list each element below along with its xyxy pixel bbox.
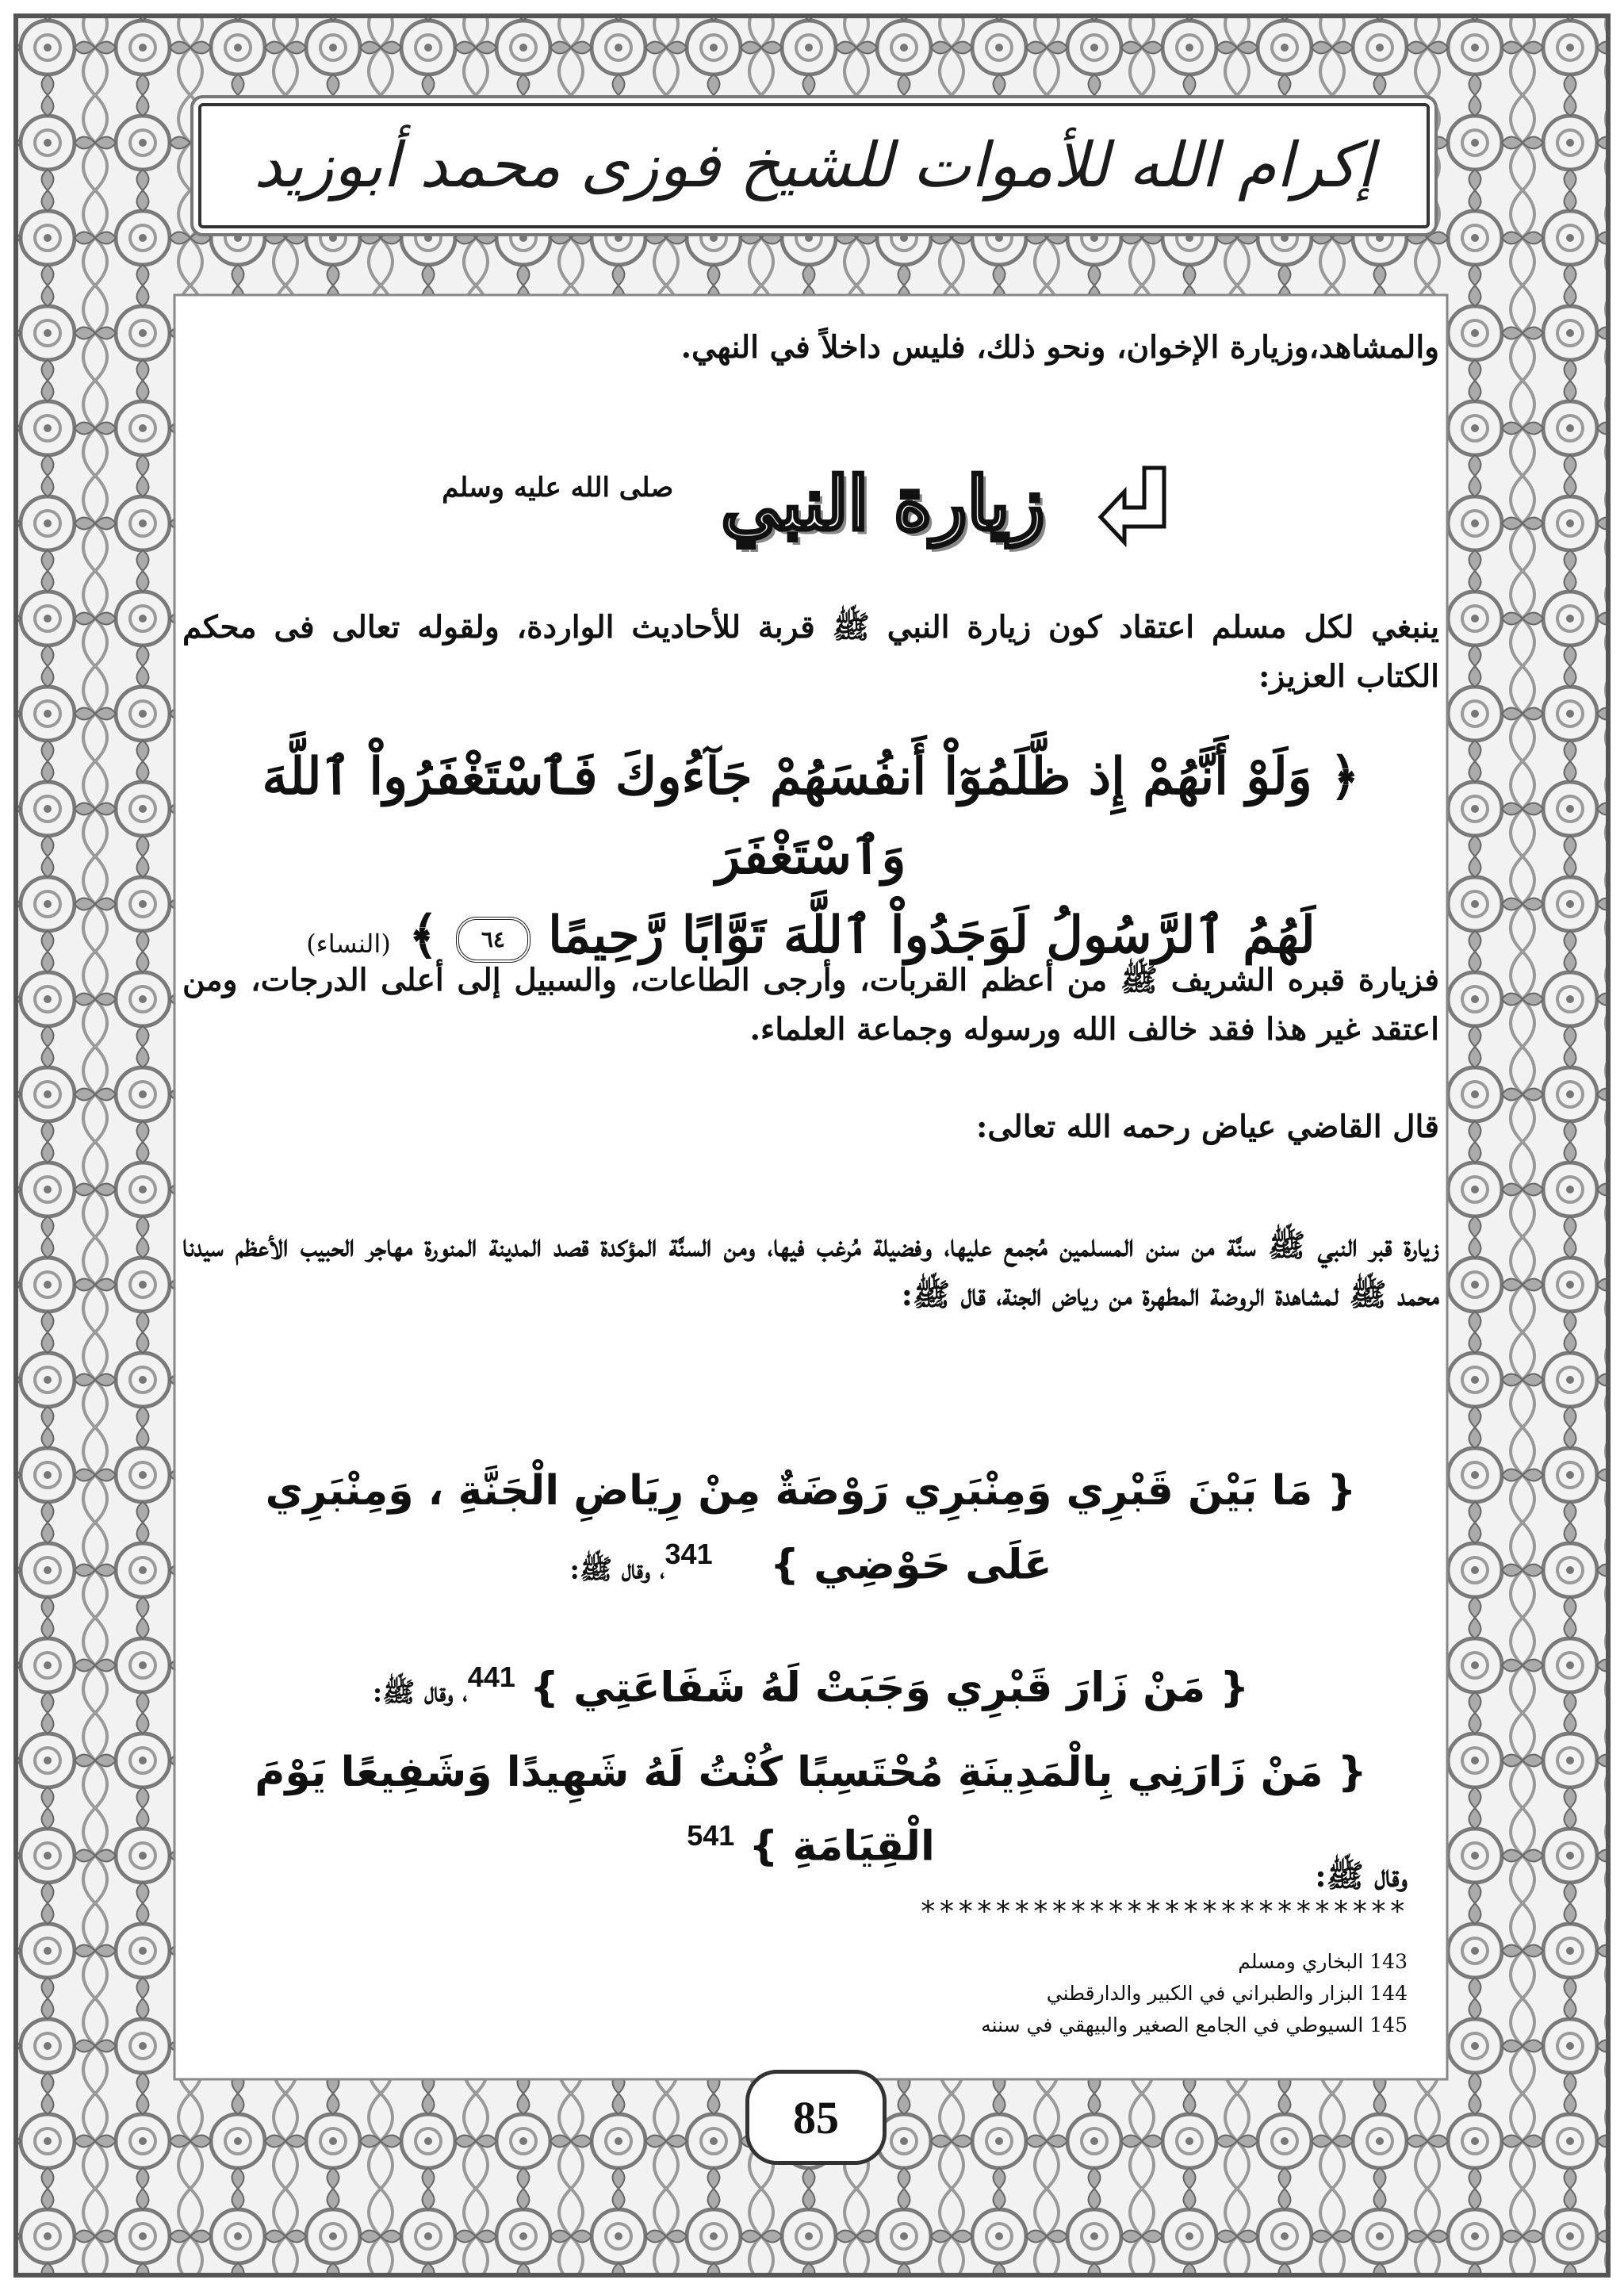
footnote-number: 144: [1369, 1982, 1408, 2005]
paragraph-3: قال القاضي عياض رحمه الله تعالى:: [975, 1109, 1439, 1145]
paragraph-2: فزيارة قبره الشريف ﷺ من أعظم القربات، وأرجى الطاعات، والسبيل إلى أعلى الدرجات، ومن اعتقد غير هذا فقد خالف الله ورسوله وجماعة العلماء.: [182, 962, 1439, 1048]
footnote-separator: **************************: [919, 1895, 1408, 1928]
hadith-1: [182, 1459, 1439, 1601]
paragraph-4: زيارة قبر النبي ﷺ سنَّة من سنن المسلمين مُجمع عليها، وفضيلة مُرغب فيها، ومن السنَّة المؤكدة قصد المدينة المنورة مهاجر الحبيب الأعظم سيدنا محمد ﷺ لمشاهدة الروضة المطهرة من رياض الجنة، قال ﷺ:: [182, 1228, 1439, 1313]
hadith-2-text: { مَنْ زَارَ قَبْرِي وَجَبَتْ لَهُ شَفَاعَتِي }: [529, 1664, 1250, 1712]
page-number-box: [745, 2070, 887, 2165]
ayah-number: ٦٤: [456, 917, 530, 963]
footnote-text: البخاري ومسلم: [1238, 1950, 1364, 1973]
footnote-143: [1238, 1947, 1408, 1977]
page-content: [182, 305, 1439, 2074]
paragraph-1: ينبغي لكل مسلم اعتقاد كون زيارة النبي ﷺ قربة للأحاديث الواردة، ولقوله تعالى فى محكم الكتاب العزيز:: [182, 609, 1439, 695]
hadith-3: [182, 1741, 1439, 1878]
quran-line-2: لَهُمُ ٱلرَّسُولُ لَوَجَدُواْ ٱللَّهَ تَوَّابًا رَّحِيمًا: [548, 906, 1316, 965]
arrow-hook-icon: [1093, 460, 1180, 547]
footnote-ref-441: 441: [467, 1661, 515, 1693]
footnote-ref-541: 541: [687, 1819, 735, 1852]
footnote-number: 143: [1369, 1950, 1408, 1973]
section-heading-text: زيارة النبي: [721, 461, 1045, 546]
quran-line-1: ﴿ وَلَوْ أَنَّهُمْ إِذ ظَّلَمُوٓاْ أَنفُسَهُمْ جَآءُوكَ فَٱسْتَغْفَرُواْ ٱللَّهَ وَٱسْتَغْفَرَ: [262, 747, 1360, 886]
hadith-2: [182, 1645, 1439, 1724]
footnote-text: البزار والطبراني في الكبير والدارقطني: [1046, 1982, 1364, 2005]
hadith-1-line-2-wrap: [182, 1523, 1439, 1601]
page-number: 85: [793, 2091, 839, 2144]
page-header-title: إكرام الله للأموات للشيخ فوزى محمد أبوزيد: [254, 130, 1374, 201]
section-honorific: صلى الله عليه وسلم: [442, 472, 674, 504]
hadith-1-line-1: { مَا بَيْنَ قَبْرِي وَمِنْبَرِي رَوْضَةٌ مِنْ رِيَاضِ الْجَنَّةِ ، وَمِنْبَرِي: [265, 1467, 1357, 1515]
closing-line: وقال ﷺ:: [1315, 1858, 1408, 1894]
footnote-text: السيوطي في الجامع الصغير والبيهقي في سننه: [981, 2013, 1364, 2036]
quran-close-bracket: ﴾: [408, 906, 439, 965]
footnote-144: [1047, 1979, 1408, 2009]
section-heading: [182, 452, 1439, 555]
intro-line: والمشاهد،وزيارة الإخوان، ونحو ذلك، فليس داخلاً في النهي.: [680, 329, 1439, 366]
sura-reference: (النساء): [306, 929, 391, 959]
hadith-2-after: ، وقال ﷺ:: [372, 1676, 468, 1709]
hadith-1-line-2: عَلَى حَوْضِي }: [770, 1541, 1052, 1589]
hadith-1-after: ، وقال ﷺ:: [569, 1554, 665, 1586]
footnote-number: 145: [1369, 2013, 1408, 2036]
footnote-145: [981, 2010, 1408, 2040]
header-title-box: [198, 103, 1430, 228]
hadith-3-text: { مَنْ زَارَنِي بِالْمَدِينَةِ مُحْتَسِبًا كُنْتُ لَهُ شَهِيدًا وَشَفِيعًا يَوْمَ الْقِيَامَةِ }: [255, 1749, 1367, 1871]
footnote-ref-341: 341: [665, 1538, 713, 1570]
quran-verse: [182, 737, 1439, 983]
